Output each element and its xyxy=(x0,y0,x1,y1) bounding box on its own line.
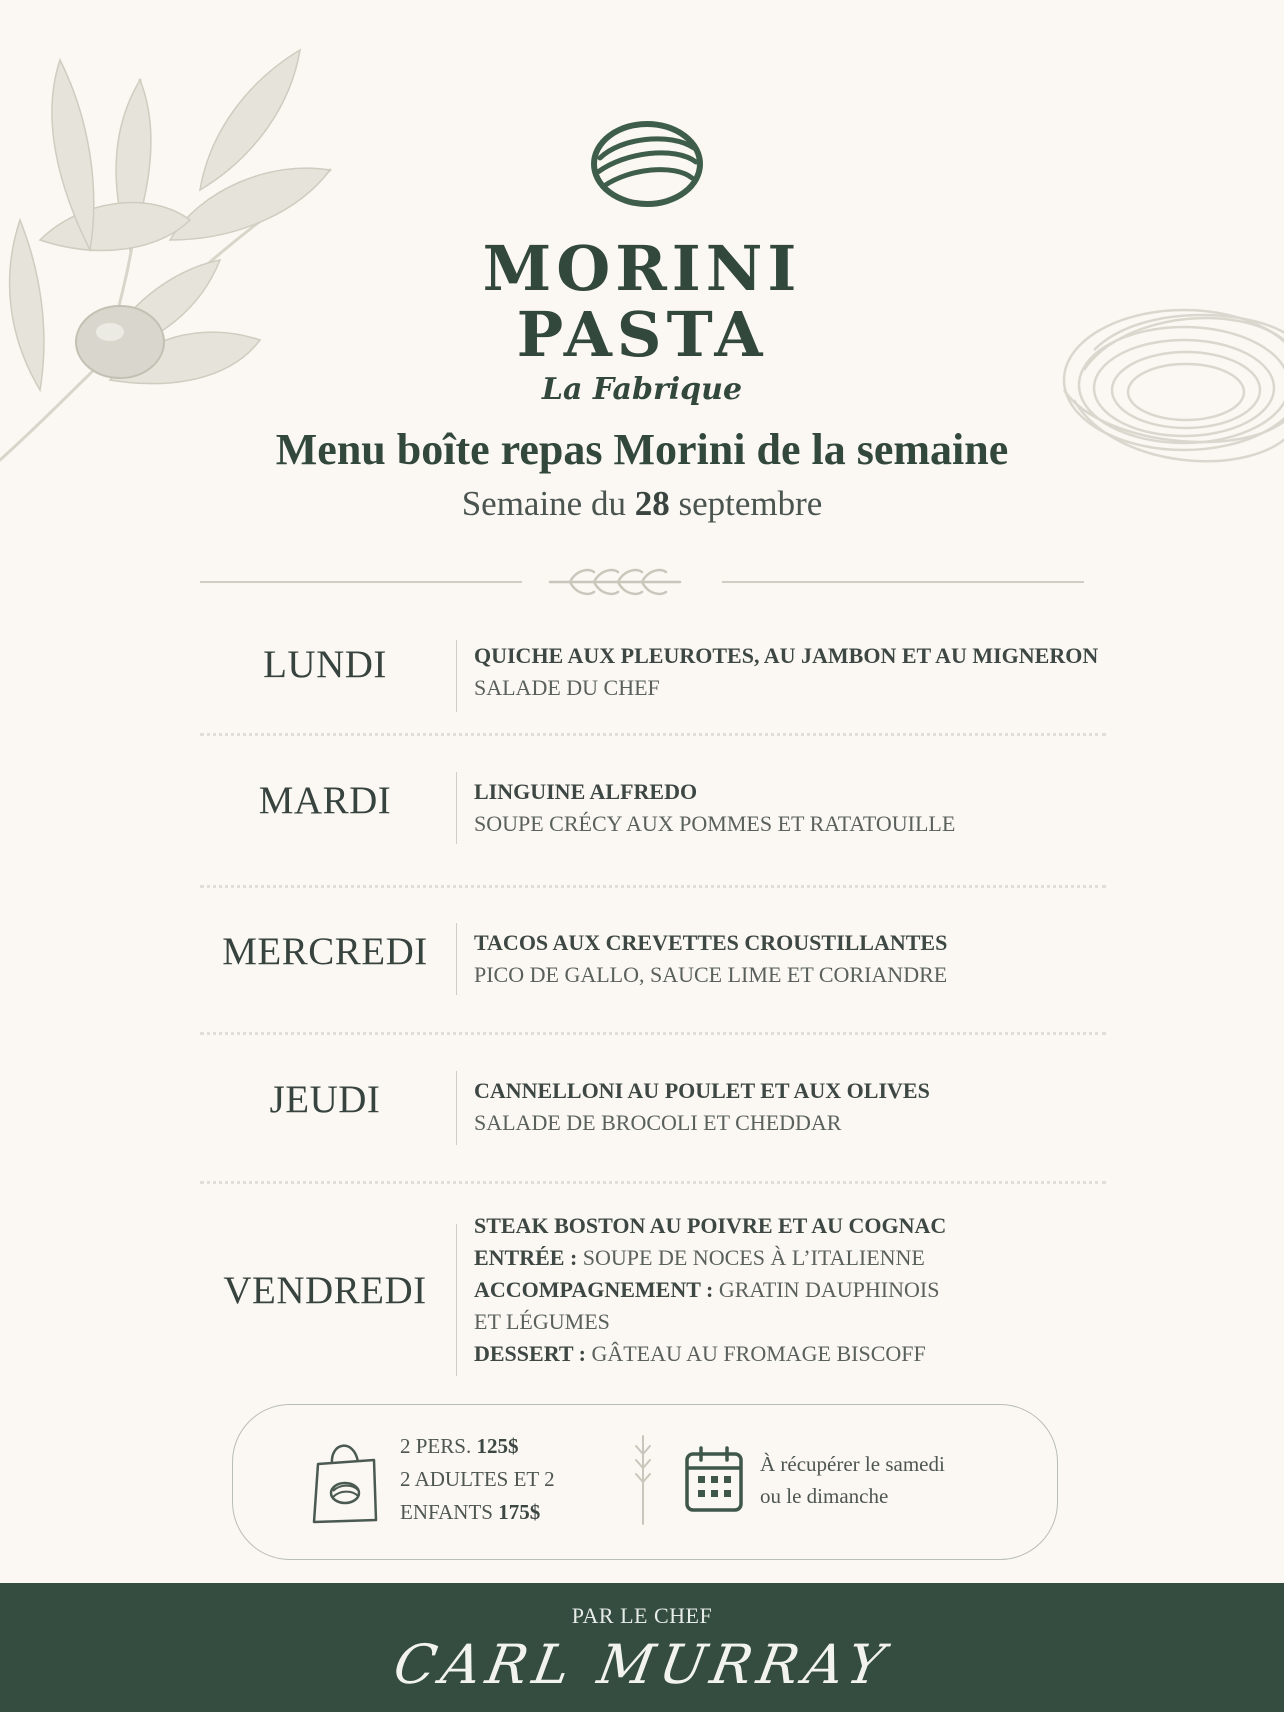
dish-main: STEAK BOSTON AU POIVRE ET AU COGNAC xyxy=(474,1213,947,1238)
price-two-label: 2 PERS. xyxy=(400,1434,472,1458)
dotted-divider xyxy=(200,1181,1106,1184)
side-label: ACCOMPAGNEMENT : xyxy=(474,1277,714,1302)
row-separator xyxy=(456,640,457,712)
week-month: septembre xyxy=(678,484,823,523)
row-separator xyxy=(456,1224,457,1376)
price-two-value: 125$ xyxy=(476,1434,519,1458)
dessert-value: GÂTEAU AU FROMAGE BISCOFF xyxy=(591,1341,926,1366)
dish-dessert xyxy=(474,1338,1214,1370)
price-two xyxy=(400,1430,630,1463)
day-name: MARDI xyxy=(258,779,392,822)
dish-side: PICO DE GALLO, SAUCE LIME ET CORIANDRE xyxy=(474,962,948,987)
dish-side xyxy=(474,1274,1214,1306)
pickup-line2: ou le dimanche xyxy=(760,1484,889,1508)
calendar-icon xyxy=(684,1446,744,1514)
dish-starter xyxy=(474,1242,1214,1274)
week-prefix: Semaine du xyxy=(461,484,626,523)
day-name: MERCREDI xyxy=(222,930,428,973)
price-family xyxy=(400,1496,630,1529)
dish-main: LINGUINE ALFREDO xyxy=(474,779,698,804)
brand-name-line1: MORINI xyxy=(482,232,802,305)
menu-title: Menu boîte repas Morini de la semaine xyxy=(275,425,1009,474)
day-name: JEUDI xyxy=(269,1078,381,1121)
brand-tagline: La Fabrique xyxy=(541,372,743,407)
dotted-divider xyxy=(200,885,1106,888)
dish-side: SALADE DE BROCOLI ET CHEDDAR xyxy=(474,1110,842,1135)
row-separator xyxy=(456,1071,457,1145)
logo-mark-icon xyxy=(590,118,704,210)
dish-block xyxy=(474,1075,1214,1139)
pricing xyxy=(400,1430,630,1529)
side-value: GRATIN DAUPHINOIS xyxy=(718,1277,940,1302)
week-line xyxy=(0,484,1284,524)
dish-block xyxy=(474,776,1214,840)
row-separator xyxy=(456,923,457,995)
day-name: LUNDI xyxy=(263,643,387,686)
dish-side: SALADE DU CHEF xyxy=(474,675,660,700)
row-separator xyxy=(456,772,457,844)
footer xyxy=(0,1583,1284,1712)
starter-label: ENTRÉE : xyxy=(474,1245,578,1270)
bag-icon xyxy=(310,1436,382,1526)
dessert-label: DESSERT : xyxy=(474,1341,586,1366)
price-family-value: 175$ xyxy=(498,1500,541,1524)
dotted-divider xyxy=(200,733,1106,736)
day-name: VENDREDI xyxy=(223,1269,427,1312)
dish-main: CANNELLONI AU POULET ET AUX OLIVES xyxy=(474,1078,930,1103)
dotted-divider xyxy=(200,1032,1106,1035)
dish-block xyxy=(474,640,1214,704)
price-family-label: ENFANTS xyxy=(400,1500,493,1524)
dish-main: QUICHE AUX PLEUROTES, AU JAMBON ET AU MIGNERON xyxy=(474,643,1099,668)
dish-side-continued: ET LÉGUMES xyxy=(474,1309,610,1334)
brand-name-line2: PASTA xyxy=(516,298,768,371)
dish-block xyxy=(474,1210,1214,1370)
week-day: 28 xyxy=(634,484,670,523)
price-family-line1: 2 ADULTES ET 2 xyxy=(400,1467,555,1491)
starter-value: SOUPE DE NOCES À L’ITALIENNE xyxy=(582,1245,925,1270)
dish-side: SOUPE CRÉCY AUX POMMES ET RATATOUILLE xyxy=(474,811,956,836)
pickup-info xyxy=(760,1448,980,1512)
wheat-divider-icon xyxy=(200,560,1084,600)
pickup-line1: À récupérer le samedi xyxy=(760,1452,945,1476)
dish-block xyxy=(474,927,1214,991)
dish-main: TACOS AUX CREVETTES CROUSTILLANTES xyxy=(474,930,948,955)
wheat-separator-icon xyxy=(632,1434,654,1526)
chef-signature: CARL MURRAY xyxy=(389,1633,895,1696)
footer-label: PAR LE CHEF xyxy=(571,1603,713,1628)
